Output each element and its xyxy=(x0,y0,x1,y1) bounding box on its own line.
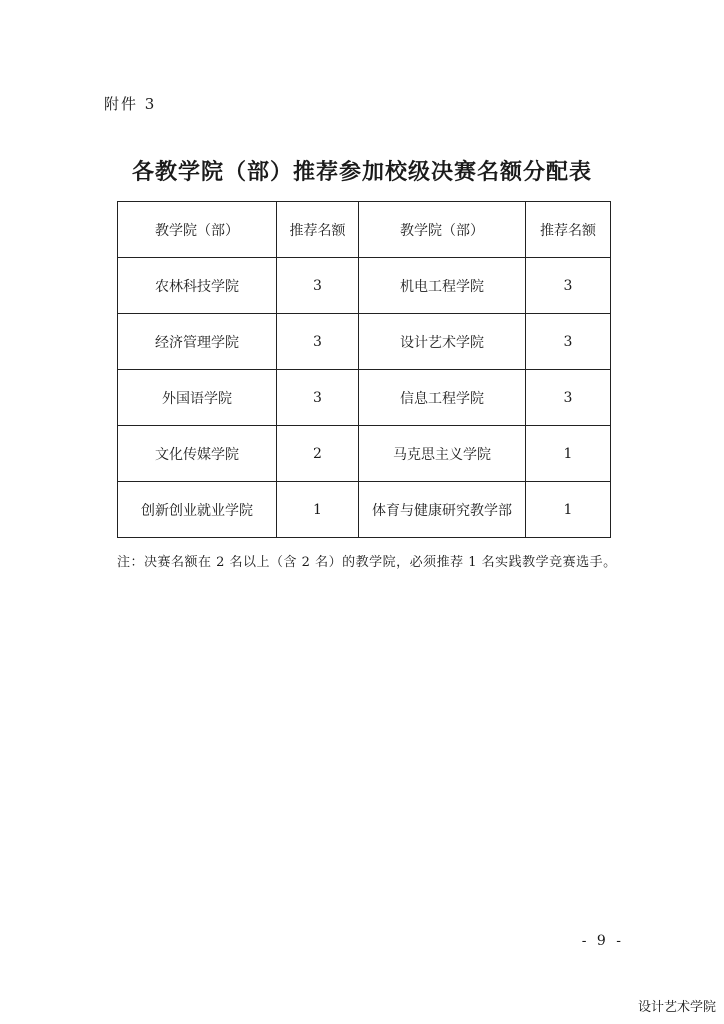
header-quota-right: 推荐名额 xyxy=(526,202,611,258)
college-cell: 体育与健康研究教学部 xyxy=(359,482,526,538)
college-cell: 农林科技学院 xyxy=(118,258,277,314)
header-college-right: 教学院（部） xyxy=(359,202,526,258)
header-college-left: 教学院（部） xyxy=(118,202,277,258)
page-number: - 9 - xyxy=(581,933,624,949)
quota-cell: 3 xyxy=(277,314,359,370)
quota-table xyxy=(117,201,611,538)
college-cell: 文化传媒学院 xyxy=(118,426,277,482)
quota-cell: 3 xyxy=(277,370,359,426)
college-cell: 信息工程学院 xyxy=(359,370,526,426)
college-cell: 马克思主义学院 xyxy=(359,426,526,482)
watermark-label: 设计艺术学院 xyxy=(637,1000,716,1015)
table-row xyxy=(118,314,611,370)
quota-cell: 2 xyxy=(277,426,359,482)
attachment-label: 附件 3 xyxy=(104,95,157,113)
table-header-row xyxy=(118,202,611,258)
quota-cell: 1 xyxy=(526,482,611,538)
college-cell: 创新创业就业学院 xyxy=(118,482,277,538)
quota-cell: 3 xyxy=(526,370,611,426)
table-row xyxy=(118,426,611,482)
college-cell: 外国语学院 xyxy=(118,370,277,426)
header-quota-left: 推荐名额 xyxy=(277,202,359,258)
quota-cell: 1 xyxy=(277,482,359,538)
college-cell: 经济管理学院 xyxy=(118,314,277,370)
quota-cell: 3 xyxy=(526,314,611,370)
table-row xyxy=(118,370,611,426)
quota-cell: 1 xyxy=(526,426,611,482)
college-cell: 设计艺术学院 xyxy=(359,314,526,370)
quota-cell: 3 xyxy=(526,258,611,314)
table-note: 注：决赛名额在 2 名以上（含 2 名）的教学院，必须推荐 1 名实践教学竞赛选手。 xyxy=(117,555,617,570)
table-row xyxy=(118,482,611,538)
document-title: 各教学院（部）推荐参加校级决赛名额分配表 xyxy=(131,159,592,185)
quota-cell: 3 xyxy=(277,258,359,314)
table-row xyxy=(118,258,611,314)
college-cell: 机电工程学院 xyxy=(359,258,526,314)
